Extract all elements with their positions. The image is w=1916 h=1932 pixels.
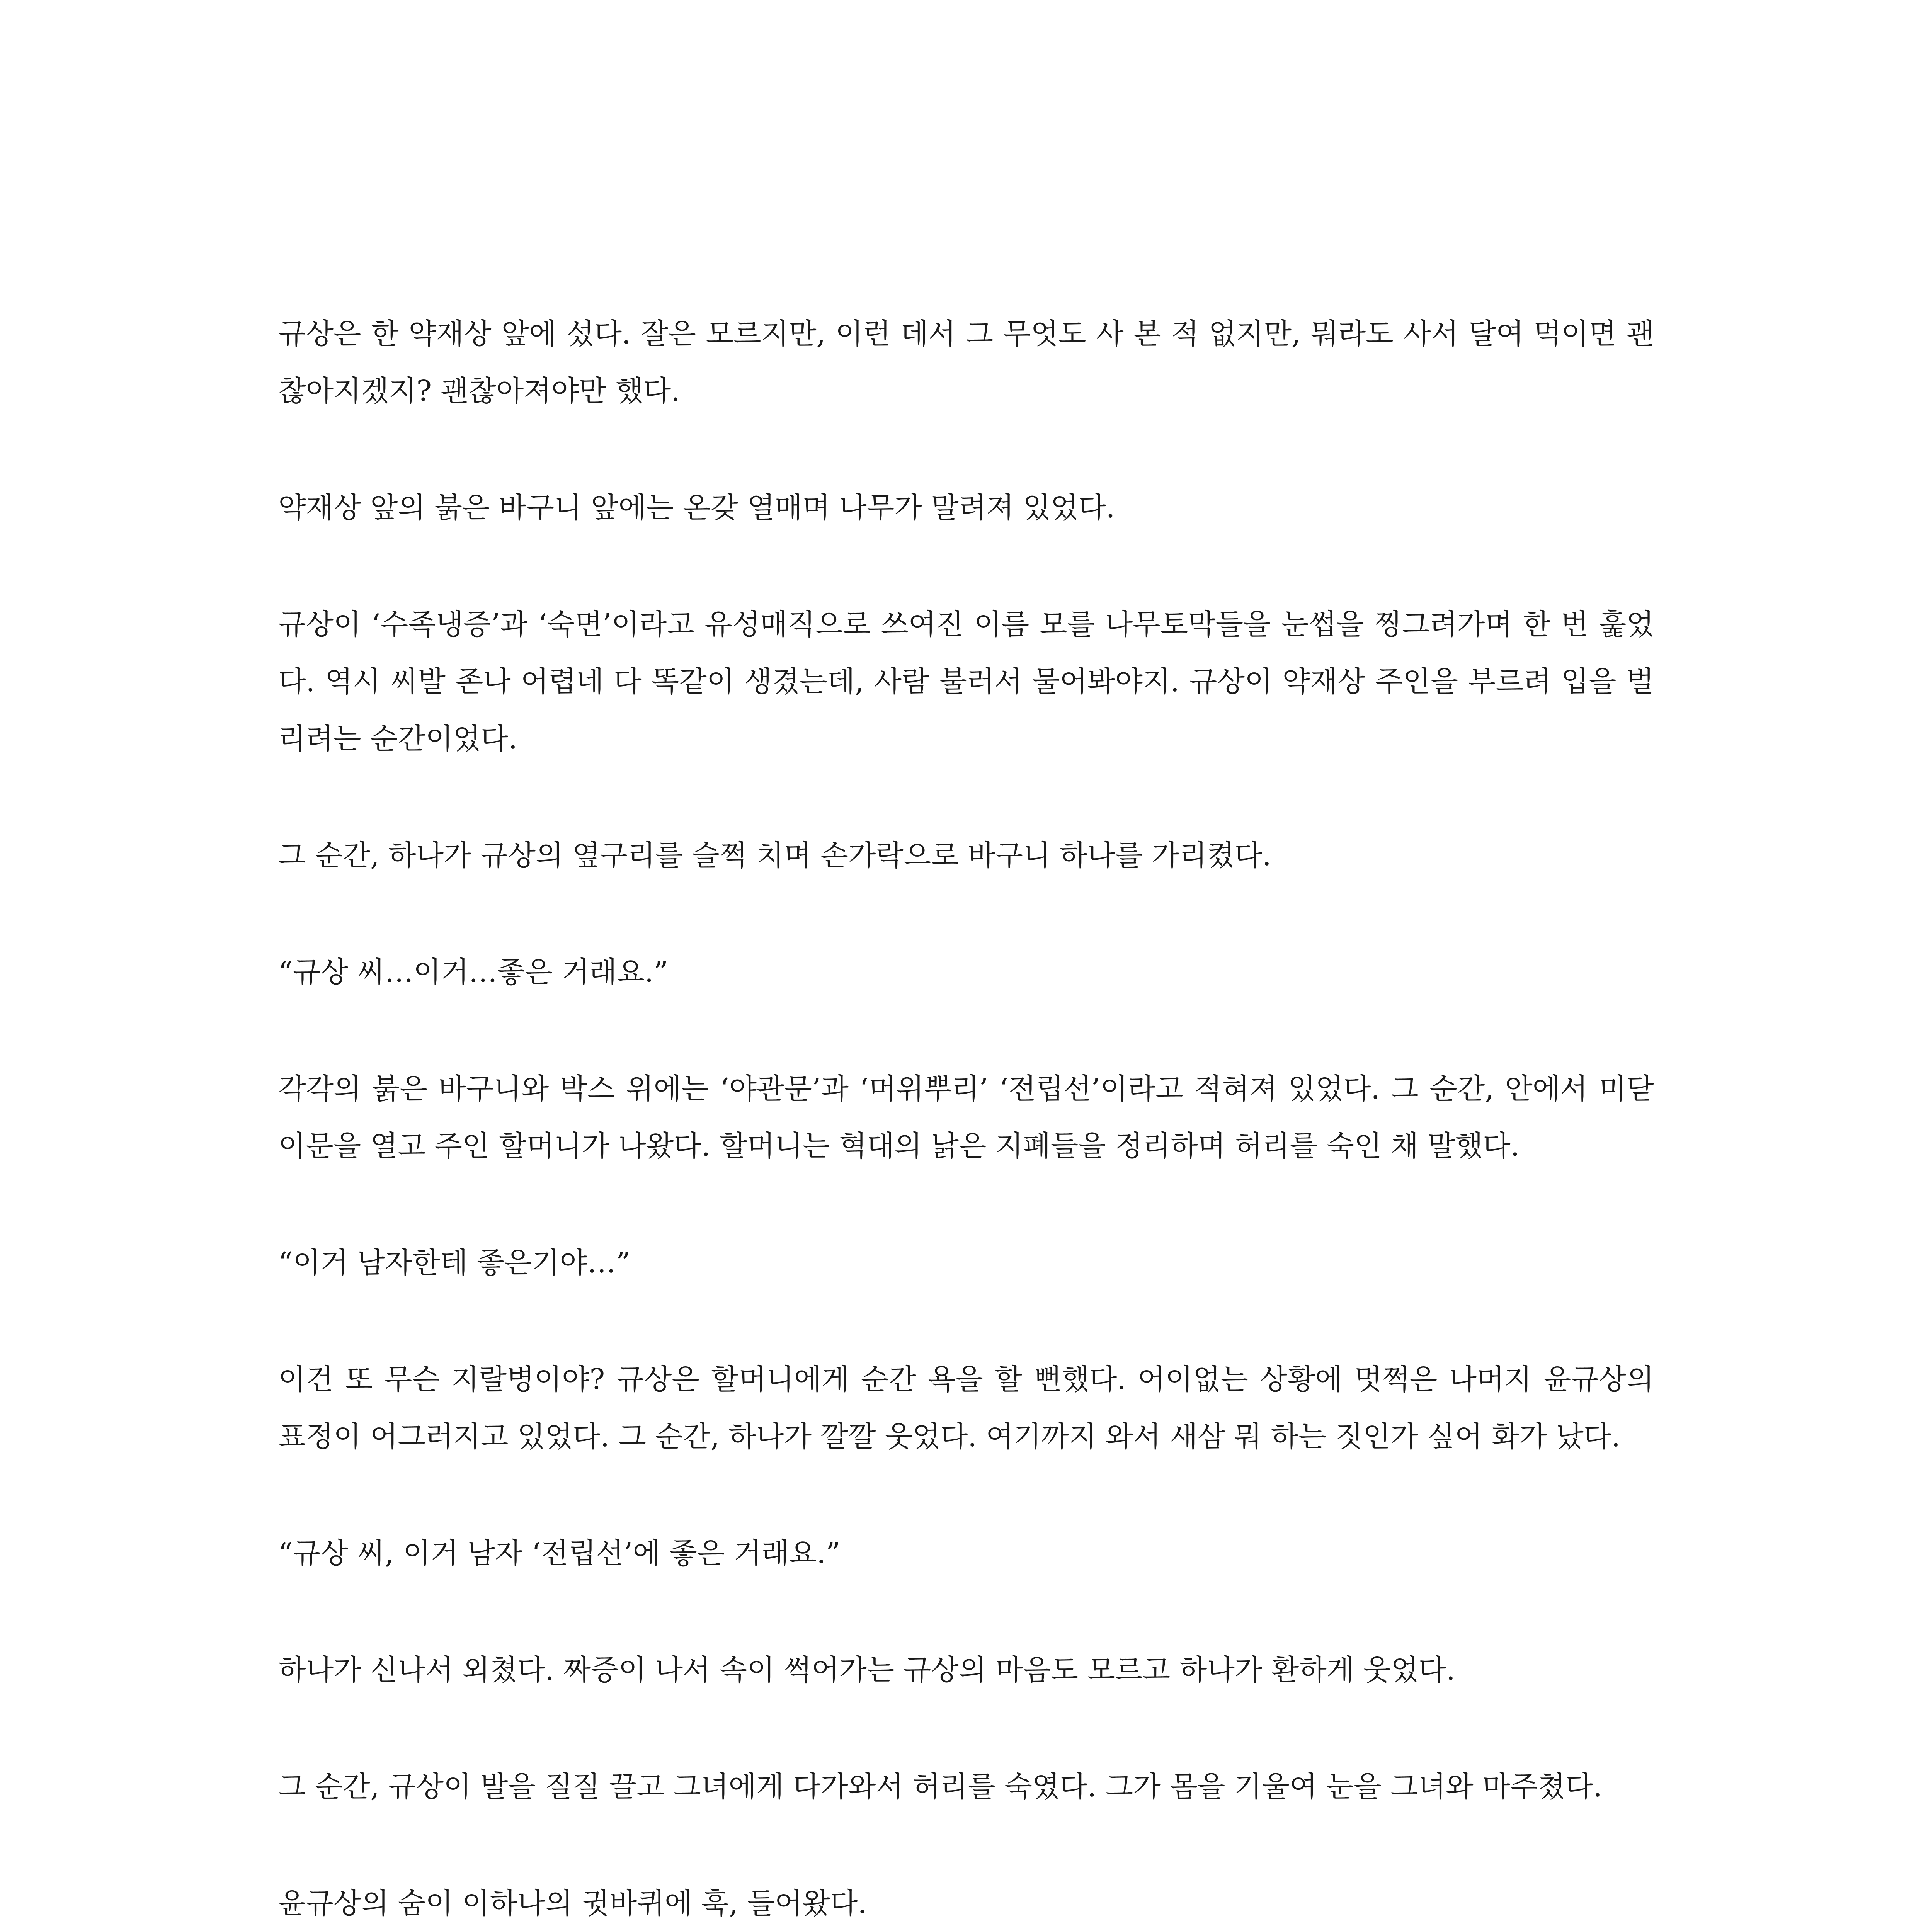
paragraph-10: 하나가 신나서 외쳤다. 짜증이 나서 속이 썩어가는 규상의 마음도 모르고 하나가 환하게 웃었다. xyxy=(278,1653,1455,1687)
paragraph-6: 각각의 붉은 바구니와 박스 위에는 ‘야관문’과 ‘머위뿌리’ ‘전립선’이라고 적혀져 있었다. 그 순간, 안에서 미닫이문을 열고 주인 할머니가 나왔다. 할머니는 혁대의 낡은 지폐들을 정리하며 허리를 숙인 채 말했다. xyxy=(278,1072,1654,1163)
paragraph-2: 약재상 앞의 붉은 바구니 앞에는 온갖 열매며 나무가 말려져 있었다. xyxy=(278,491,1115,524)
paragraph-3: 규상이 ‘수족냉증’과 ‘숙면’이라고 유성매직으로 쓰여진 이름 모를 나무토막들을 눈썹을 찡그려가며 한 번 훑었다. 역시 씨발 존나 어렵네 다 똑같이 생겼는데, 사람 불러서 물어봐야지. 규상이 약재상 주인을 부르려 입을 벌리려는 순간이었다. xyxy=(278,608,1654,755)
paragraph-5: “규상 씨…이거…좋은 거래요.” xyxy=(278,956,669,989)
body-text xyxy=(278,305,1654,1932)
paragraph-11: 그 순간, 규상이 발을 질질 끌고 그녀에게 다가와서 허리를 숙였다. 그가 몸을 기울여 눈을 그녀와 마주쳤다. xyxy=(278,1770,1602,1803)
paragraph-9: “규상 씨, 이거 남자 ‘전립선’에 좋은 거래요.” xyxy=(278,1537,841,1570)
paragraph-1: 규상은 한 약재상 앞에 섰다. 잘은 모르지만, 이런 데서 그 무엇도 사 본 적 없지만, 뭐라도 사서 달여 먹이면 괜찮아지겠지? 괜찮아져야만 했다. xyxy=(278,317,1654,408)
paragraph-12: 윤규상의 숨이 이하나의 귓바퀴에 훅, 들어왔다. xyxy=(278,1887,867,1920)
paragraph-4: 그 순간, 하나가 규상의 옆구리를 슬쩍 치며 손가락으로 바구니 하나를 가리켰다. xyxy=(278,839,1271,872)
paragraph-8: 이건 또 무슨 지랄병이야? 규상은 할머니에게 순간 욕을 할 뻔했다. 어이없는 상황에 멋쩍은 나머지 윤규상의 표정이 어그러지고 있었다. 그 순간, 하나가 깔깔 웃었다. 여기까지 와서 새삼 뭐 하는 짓인가 싶어 화가 났다. xyxy=(278,1363,1654,1453)
paragraph-7: “이거 남자한테 좋은기야…” xyxy=(278,1246,631,1279)
